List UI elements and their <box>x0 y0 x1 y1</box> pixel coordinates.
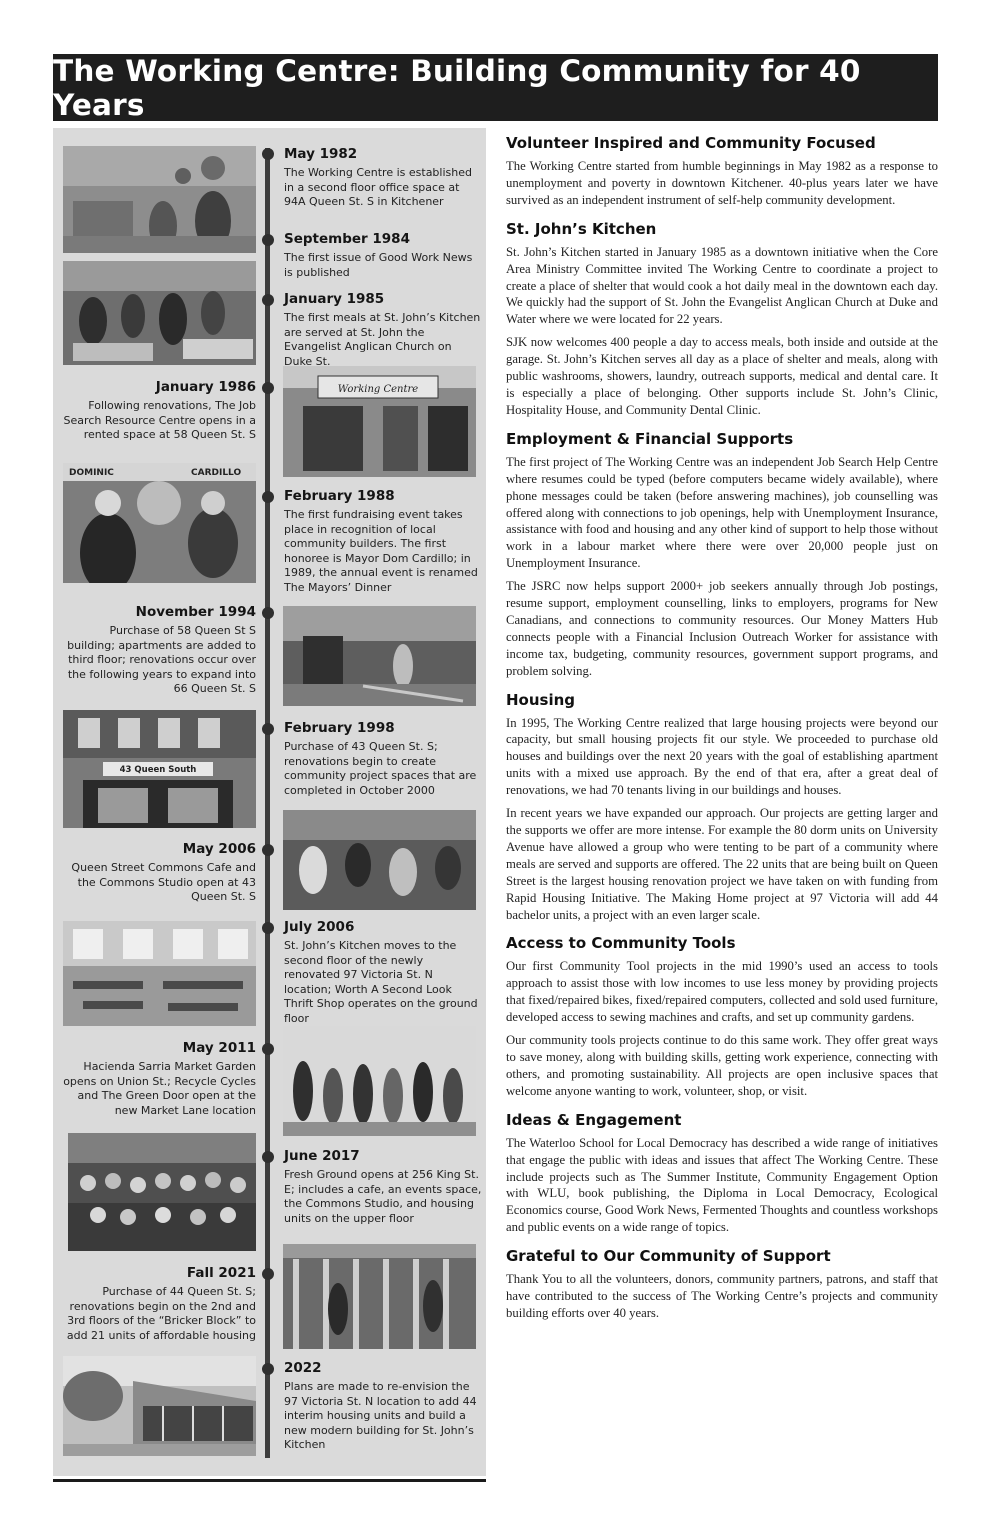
event-date: September 1984 <box>284 231 410 247</box>
section-paragraph: In recent years we have expanded our approach. Our projects are getting larger and the supports we offer are more intense. For example the 80 dorm units on University Avenue have allowed a group who were tenting to be part of a community where meals are served and supports are offered. The 22 units that are being built on Queen Street is the largest housing renovation project we have taken on with funding from Rapid Housing Initiative. The Making Home project at 97 Victoria will add 44 bachelor units, a project with an even larger scale. <box>506 806 938 922</box>
sign-43-queen: 43 Queen South <box>119 765 197 775</box>
timeline-event <box>284 291 482 369</box>
event-text: The first issue of Good Work News is published <box>284 251 473 279</box>
section-ideas-engagement <box>506 1111 938 1236</box>
photo-market-garden <box>283 1026 476 1136</box>
section-heading: Grateful to Our Community of Support <box>506 1247 831 1266</box>
timeline-dot <box>262 607 274 619</box>
event-text: The Working Centre is established in a second floor office space at 94A Queen St. S in Kitchener <box>284 166 472 208</box>
section-paragraph: The JSRC now helps support 2000+ job seekers annually through Job postings, resume support, employment counselling, links to employers, programs for New Canadians, and connections to community resources. Our Money Matters Hub connects people with a Financial Inclusion Outreach Worker for assistance with income tax, budgeting, community resources, government support programs, and problem solving. <box>506 579 938 678</box>
event-date: January 1985 <box>284 291 385 307</box>
sign-cardillo: CARDILLO <box>191 468 242 478</box>
section-heading: Access to Community Tools <box>506 934 736 953</box>
photo-fresh-ground-group <box>68 1133 256 1251</box>
timeline-event <box>60 1265 256 1343</box>
photo-bricker-block-construction <box>283 1244 476 1349</box>
event-date: January 1986 <box>155 379 256 395</box>
timeline-dot <box>262 723 274 735</box>
timeline-dot <box>262 234 274 246</box>
section-paragraph: Our community tools projects continue to do this same work. They offer great ways to save money, along with building skills, getting work experience, connecting with others, and promoting sustainability. All projects are open inclusive spaces that welcome anyone wanting to work, volunteer, shop, or visit. <box>506 1033 938 1098</box>
photo-mayors-dinner <box>63 463 256 583</box>
timeline-event <box>60 841 256 905</box>
sign-dominic: DOMINIC <box>69 468 114 478</box>
section-volunteer-inspired <box>506 134 938 209</box>
timeline-dot <box>262 844 274 856</box>
section-paragraph: In 1995, The Working Centre realized that large housing projects were beyond our capacity, but small housing projects fit our style. We proceeded to purchase old houses and buildings over the next 20 years with the goal of establishing apartment units with a mixed use approach. By the end of that era, after a great deal of renovations, we had 70 tenants living in our buildings and houses. <box>506 715 938 798</box>
event-text: Purchase of 44 Queen St. S; renovations begin on the 2nd and 3rd floors of the “Bricker Block” to add 21 units of affordable housing <box>66 1285 256 1342</box>
event-text: Fresh Ground opens at 256 King St. E; includes a cafe, an events space, the Commons Studio, and housing units on the upper floor <box>284 1168 482 1225</box>
event-date: February 1988 <box>284 488 395 504</box>
section-heading: Housing <box>506 690 576 709</box>
event-date: 2022 <box>284 1360 322 1376</box>
event-date: February 1998 <box>284 720 395 736</box>
section-employment <box>506 430 938 680</box>
section-paragraph: The Waterloo School for Local Democracy has described a wide range of initiatives that engage the public with ideas and issues that affect The Working Centre. These include projects such as The Summer Institute, Community Engagement Option with WLU, book publishing, the Diploma in Local Democracy, Ecological Economics course, Good Work News, Fermented Thoughts and countless workshops and public events on a wide range of topics. <box>506 1135 938 1235</box>
section-st-johns-kitchen <box>506 220 938 419</box>
event-text: St. John’s Kitchen moves to the second floor of the newly renovated 97 Victoria St. N location; Worth A Second Look Thrift Shop operates on the ground floor <box>284 939 478 1025</box>
section-heading: Employment & Financial Supports <box>506 429 794 448</box>
title-banner <box>53 54 938 121</box>
photo-storefront-1986 <box>283 366 476 477</box>
timeline-event <box>284 146 482 210</box>
photo-43-queen-south <box>63 710 256 828</box>
section-paragraph: Thank You to all the volunteers, donors, community partners, patrons, and staff that have contributed to the success of The Working Centre’s projects and community building efforts over 40 years. <box>506 1272 938 1320</box>
timeline-event <box>284 1148 482 1226</box>
event-date: November 1994 <box>135 604 256 620</box>
photo-kitchen-meals <box>63 261 256 365</box>
timeline-event <box>60 379 256 443</box>
timeline-dot <box>262 491 274 503</box>
timeline-dot <box>262 382 274 394</box>
section-grateful <box>506 1247 938 1322</box>
section-housing <box>506 691 938 924</box>
page-title: The Working Centre: Building Community for 40 Years <box>53 53 861 122</box>
article-column <box>506 134 938 1333</box>
timeline-event <box>284 488 482 595</box>
event-text: Purchase of 43 Queen St. S; renovations begin to create community project spaces that are completed in October 2000 <box>284 740 477 797</box>
event-text: Queen Street Commons Cafe and the Commons Studio open at 43 Queen St. S <box>71 861 256 903</box>
section-community-tools <box>506 934 938 1099</box>
photo-commons-cafe <box>283 810 476 910</box>
photo-victoria-dining <box>63 921 256 1026</box>
photo-office-1982 <box>63 146 256 253</box>
bottom-rule <box>53 1479 486 1482</box>
section-paragraph: St. John’s Kitchen started in January 1985 as a downtown initiative when the Core Area Ministry Committee invited The Working Centre to coordinate a project to create a place of shelter that would cook a hot daily meal in the downtown each day. We quickly had the support of St. John the Evangelist Anglican Church at Duke and Water where we were located for 22 years. <box>506 244 938 327</box>
section-heading: Volunteer Inspired and Community Focused <box>506 134 876 152</box>
section-paragraph: SJK now welcomes 400 people a day to access meals, both inside and outside at the garage. St. John’s Kitchen serves all day as a place of shelter and meals, along with public washrooms, showers, laundry, outreach supports, medical and dental care. It is especially a place of belonging. Other supports include St. John’s Clinic, Hospitality House, and Community Dental Clinic. <box>506 335 938 417</box>
event-text: The first fundraising event takes place in recognition of local community builders. The first honoree is Mayor Dom Cardillo; in 1989, the annual event is renamed The Mayors’ Dinner <box>284 508 478 594</box>
timeline-line <box>265 148 270 1458</box>
section-paragraph: The Working Centre started from humble beginnings in May 1982 as a response to unemployment and poverty in downtown Kitchener. 40-plus years later we have survived as an independent instrument of self-help community development. <box>506 159 938 207</box>
section-heading: Ideas & Engagement <box>506 1110 682 1129</box>
section-heading: St. John’s Kitchen <box>506 219 657 238</box>
event-text: Following renovations, The Job Search Resource Centre opens in a rented space at 58 Queen St. S <box>63 399 256 441</box>
section-paragraph: The first project of The Working Centre was an independent Job Search Help Centre where resumes could be typed (before computers became widely available), where phone messages could be taken (before answering machines), job counselling was offered along with connections to job openings, help with Unemployment Insurance, assistance with food and housing and any other kind of support to help those without work in a labour market where there were over 20,000 people just on Unemployment Insurance. <box>506 454 938 571</box>
event-date: May 1982 <box>284 146 358 162</box>
timeline-dot <box>262 922 274 934</box>
timeline-dot <box>262 1268 274 1280</box>
event-date: July 2006 <box>284 919 355 935</box>
event-text: Hacienda Sarria Market Garden opens on Union St.; Recycle Cycles and The Green Door open at the new Market Lane location <box>63 1060 256 1117</box>
event-date: Fall 2021 <box>186 1265 256 1281</box>
timeline-dot <box>262 294 274 306</box>
timeline-event <box>284 919 482 1026</box>
section-paragraph: Our first Community Tool projects in the mid 1990’s used an access to tools approach to assist those with low incomes to use less money by providing projects that fixed/repaired bikes, fixed/repaired computers, collected and sold used furniture, developed access to sewing machines and crafts, and set up community gardens. <box>506 959 938 1025</box>
event-text: Purchase of 58 Queen St S building; apartments are added to third floor; renovations occur over the following years to expand into 66 Queen St. S <box>67 624 256 695</box>
timeline-event <box>60 604 256 697</box>
sign-working-centre: Working Centre <box>337 384 419 395</box>
event-text: Plans are made to re-envision the 97 Victoria St. N location to add 44 interim housing units and build a new modern building for St. John’s Kitchen <box>284 1380 477 1451</box>
timeline-event <box>284 1360 482 1453</box>
photo-renovation-1994 <box>283 606 476 706</box>
photo-victoria-rendering <box>63 1356 256 1456</box>
event-date: May 2006 <box>182 841 256 857</box>
event-text: The first meals at St. John’s Kitchen are served at St. John the Evangelist Anglican Church on Duke St. <box>284 311 481 368</box>
timeline-dot <box>262 1151 274 1163</box>
timeline-dot <box>262 1363 274 1375</box>
timeline-event <box>60 1040 256 1118</box>
timeline-dot <box>262 148 274 160</box>
event-date: May 2011 <box>182 1040 256 1056</box>
timeline-event <box>284 231 482 280</box>
timeline-event <box>284 720 482 798</box>
event-date: June 2017 <box>284 1148 360 1164</box>
timeline-dot <box>262 1043 274 1055</box>
